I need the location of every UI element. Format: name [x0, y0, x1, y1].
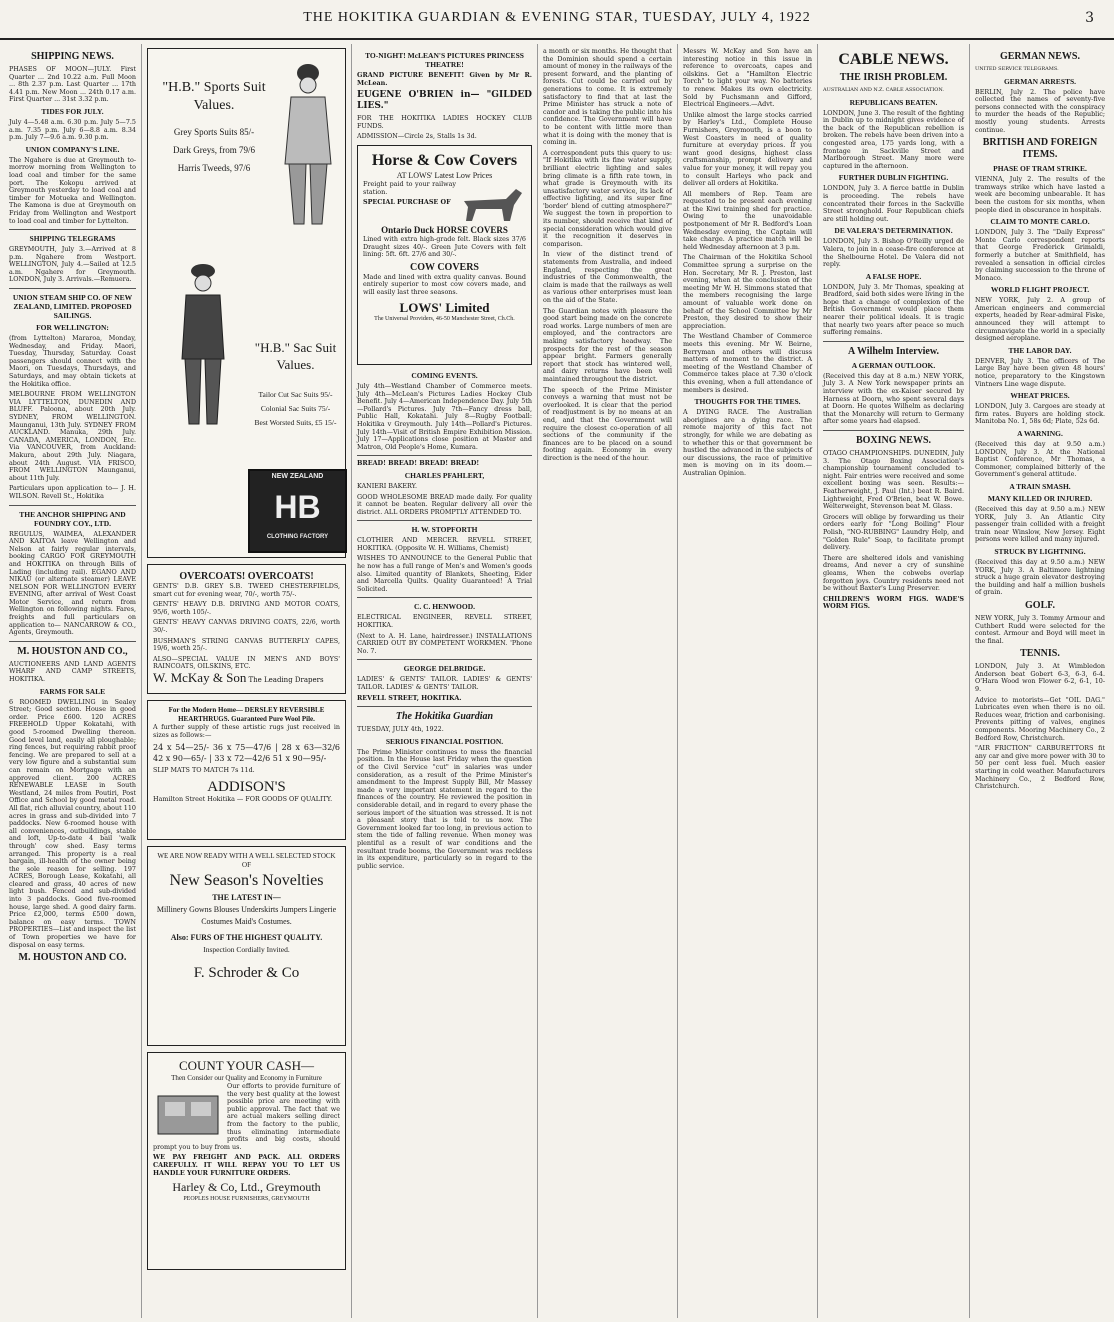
tennis-text: LONDON, July 3. At Wimbledon Anderson beat Gobert 6-3, 6-3, 6-4. O'Hara Wood won Flower 6-2, 6-1, 10-9.: [975, 662, 1105, 694]
cash-footer: WE PAY FREIGHT AND PACK. ALL ORDERS CAREFULLY. IT WILL REPAY YOU TO LET US HANDLE YOUR FURNITURE ORDERS.: [153, 1153, 340, 1177]
novelties-items: Millinery Gowns Blouses Underskirts Jumpers Lingerie Costumes Maid's Costumes.: [156, 905, 337, 926]
overcoat-item-4: BUSHMAN'S STRING CANVAS BUTTERFLY CAPES, 19/6, worth 25/-.: [153, 636, 340, 653]
overcoats-heading: OVERCOATS! OVERCOATS!: [179, 571, 314, 582]
arrests-text: BERLIN, July 2. The police have collected the names of seventy-five persons connected with the conspiracy to murder the heads of the Republic; mostly young students. Arrests continue.: [975, 87, 1105, 134]
irish-heading: THE IRISH PROBLEM.: [839, 72, 948, 83]
horse-prices: Lined with extra high-grade felt. Black sizes 37/6 Draught sizes 40/-. Green Jute Covers with felt lining: 5ft. 6ft. 27/6 and 30/-.: [363, 234, 526, 259]
german-news-heading: GERMAN NEWS.: [999, 51, 1080, 62]
republicans-heading: REPUBLICANS BEATEN.: [849, 97, 938, 107]
addison-mats: SLIP MATS TO MATCH 7s 11d.: [153, 766, 255, 775]
lows-sub: The Universal Providers, 46-50 Manchester Street, Ch.Ch.: [374, 315, 515, 322]
uss-subheading: FOR WELLINGTON:: [36, 323, 109, 333]
harley-name: Harley & Co, Ltd., Greymouth: [172, 1180, 321, 1195]
dublin-heading: FURTHER DUBLIN FIGHTING.: [838, 173, 949, 183]
local2-para-1: Messrs W. McKay and Son have an interesting notice in this issue in reference to overcoats, capes and oilskins. Get a "Hamilton Electric Torch" to light your way. No batteries to renew. Makes its own electricity. Sold by Fuchsmann and Gifford, Electrical Engineers.—Advt.: [683, 47, 812, 109]
british-foreign-heading: BRITISH AND FOREIGN ITEMS.: [982, 137, 1098, 161]
grocers-notice: Grocers will oblige by forwarding us their orders early for "Long Boiling" Flour Polish, "NO-RUBBING" Laundry Help, and "Golden Rule" Soap, to facilitate prompt delivery.: [823, 512, 964, 552]
overcoat-item-5: ALSO—SPECIAL VALUE IN MEN'S AND BOYS' RAINCOATS, OILSKINS, ETC.: [153, 654, 340, 671]
union-heading: UNION COMPANY'S LINE.: [25, 144, 120, 154]
wheat-heading: WHEAT PRICES.: [1010, 391, 1070, 401]
republicans-text: LONDON, June 3. The result of the fighting in Dublin up to midnight gives evidence of the back of the Republican rebellion is broken. The rebels have been driven into a congested area, 175 yards long, with a frontage in Sackville Street and Marlborough Street. Many more were captured in the afternoon.: [823, 108, 964, 170]
hb-colonial: Colonial Sac Suits 75/-: [260, 404, 331, 413]
furniture-illustration: [153, 1086, 223, 1141]
henwood-sub: ELECTRICAL ENGINEER, REVELL STREET, HOKITIKA.: [357, 613, 532, 630]
column-ads: [142, 44, 352, 1318]
page-number: 3: [1085, 10, 1094, 26]
admission: ADMISSION—Circle 2s, Stalls 1s 3d.: [357, 132, 477, 141]
hb-dark: Dark Greys, from 79/6: [173, 145, 255, 155]
addison-heading: For the Modern Home— DERSLEY REVERSIBLE HEARTHRUGS. Guaranteed Pure Wool Pile.: [168, 706, 325, 723]
horse-illustration: [456, 181, 526, 225]
overcoat-item-2: GENTS' HEAVY D.B. DRIVING AND MOTOR COATS, 95/6, worth 105/-.: [153, 600, 340, 616]
horse-ontario: Ontario Duck HORSE COVERS: [381, 224, 508, 235]
editorial-heading: SERIOUS FINANCIAL POSITION.: [385, 736, 504, 746]
novelties-ad: [147, 846, 346, 1046]
wheat-text: LONDON, July 3. Cargoes are steady at firm rates. Buyers are holding stock. Manitoba No. 1, 58s 6d; Plate, 52s 6d.: [975, 402, 1105, 426]
delbridge-address: REVELL STREET, HOKITIKA.: [357, 693, 462, 702]
hb-grey: Grey Sports Suits 85/-: [173, 127, 255, 137]
harley-ad: [147, 1052, 346, 1270]
editorial-text: The Prime Minister continues to mess the financial position. In the House last Friday when the question of the Civil Service "cut" in salaries was under consideration, as a result of the Prime Minister's amendment to the Imprest Supply Bill, Mr Massey made a very important statement in regard to the finances of the country. He reviewed the position in considerable detail, and in regard to every phase the serious import of the situation was stressed. It is not a pleasant story that is told to us now. The Government looked far too long, in previous action to stem the tide of falling revenue. When money was plentiful as a result of war conditions and the resultant trade booms, the Government was reckless in its expenditure, particularly so in regard to the public service.: [357, 747, 532, 870]
horse-title: Horse & Cow Covers: [371, 151, 518, 169]
worm-figs-notice: CHILDREN'S WORM FIGS. WADE'S WORM FIGS.: [823, 594, 964, 611]
cable-news-heading: CABLE NEWS.: [838, 51, 949, 68]
novelties-latest: THE LATEST IN—: [212, 893, 281, 902]
houston-sub: AUCTIONEERS AND LAND AGENTS WHARF AND CAMP STREETS, HOKITIKA.: [9, 659, 136, 684]
column-shipping: [4, 44, 142, 1318]
warning-heading: A WARNING.: [1017, 429, 1063, 438]
golf-text: NEW YORK, July 3. Tommy Armour and Cuthbert Rudd were selected for the contest. Armour and Boyd will meet in the final.: [975, 613, 1105, 645]
column-german-news: [970, 44, 1110, 1318]
valera-text: LONDON, July 3. Bishop O'Reilly urged de Valera, to join in a cease-fire conference at the Shelbourne Hotel. De Valera did not reply.: [823, 237, 964, 269]
cow-title: COW COVERS: [410, 261, 479, 273]
addison-ad: [147, 700, 346, 840]
tonight-banner: TO-NIGHT! McLEAN'S PICTURES PRINCESS THEATRE!: [365, 51, 524, 69]
hb-logo-letters: HB: [274, 489, 321, 525]
hb-suits-ad: [147, 48, 346, 558]
henwood-heading: C. C. HENWOOD.: [413, 602, 476, 612]
local-para-4: The Guardian notes with pleasure the good start being made on the concrete road works. Large numbers of men are employed, and the contractors are making satisfactory headway. The prospects for the rest of the season appear bright. Farmers generally report that stock has wintered well, and dairy returns have been well maintained throughout the district.: [543, 306, 672, 383]
thoughts-heading: THOUGHTS FOR THE TIMES.: [694, 397, 801, 407]
train-smash-sub: MANY KILLED OR INJURED.: [987, 493, 1093, 503]
local2-para-4: The Chairman of the Hokitika School Committee sprung a surprise on the Hon. Secretary, Mr R. J. Preston, last evening, when at the conclusion of the meeting Mr W. H. Simmons stated that the members recognising the large amount of valuable work done on behalf of the School Committee by Mr Preston, they desired to show their appreciation.: [683, 253, 812, 330]
local-para-3: In view of the distinct trend of statements from Australia, and indeed England, respecting the great industries of the Commonwealth, the claim is made that the railways as well as various other enterprises must lean on the aid of the State.: [543, 250, 672, 304]
stopforth-body: WISHES TO ANNOUNCE to the General Public that he now has a full range of Men's and Women's goods also. Limited quantity of Blankets, Sheeting, Eider and Marcella Quilts. Quality Guaranteed! A Trial Solicited.: [357, 554, 532, 593]
hb-logo-bottom: CLOTHING FACTORY: [266, 534, 329, 540]
wilhelm-heading: A Wilhelm Interview.: [847, 345, 940, 357]
houston-footer: M. HOUSTON AND CO.: [18, 952, 127, 964]
tram-strike-text: VIENNA, July 2. The results of the tramways strike which have lasted a week are becoming unbearable. It has been the custom for six months, when people died in obscurance in hospitals.: [975, 175, 1105, 214]
column-local-2: [678, 44, 818, 1318]
moon-phases: PHASES OF MOON—JULY. First Quarter ... 2nd 10.22 a.m. Full Moon ... 8th 2.37 p.m. Last Quarter ... 17th 4.41 p.m. New Moon ... 24th 0.17 a.m. First Quarter ... 31st 3.32 p.m.: [9, 65, 136, 104]
monte-carlo-text: LONDON, July 3. The "Daily Express" Monte Carlo correspondent reports that George Frederick Grimaldi, formerly a butcher at Smithfield, has revealed a sensation in official circles by claiming succession to the throne of Monaco.: [975, 228, 1105, 282]
telegrams-text: GREYMOUTH, July 3.—Arrived at 8 p.m. Ngahere from Westport. WELLINGTON, July 4.—Sailed at 12.5 a.m. Ngahere for Greymouth. LONDON, July 3. Arrivals.—Remuera.: [9, 245, 136, 284]
novelties-lead: WE ARE NOW READY WITH A WELL SELECTED STOCK OF: [157, 852, 336, 869]
train-smash-heading: A TRAIN SMASH.: [1009, 481, 1071, 491]
train-smash-text: (Received this day at 9.50 a.m.) NEW YORK, July 3. An Atlantic City passenger train collided with a freight train near Winslow, New Jersey. Eight persons were killed and many injured.: [975, 504, 1105, 544]
boxing-text: OTAGO CHAMPIONSHIPS. DUNEDIN, July 3. The Otago Boxing Association's championship tournament concluded to-night. Fair entries were received and some excellent boxing was seen. Results:— Featherweight, J. Paul (Int.) beat R. Baird. Lightweight, Fred O'Brien, beat W. Bowe. Welterweight, Stevenson beat M. Glass.: [823, 449, 964, 511]
novelties-title: New Season's Novelties: [169, 872, 324, 889]
lows-name: LOWS' Limited: [399, 299, 490, 315]
labor-day-text: DENVER, July 3. The officers of The Large Bay have been given 48 hours' notice, preparatory to the Kingstown Vintners Line wage dispute.: [975, 356, 1105, 388]
wilhelm-text: (Received this day at 8 a.m.) NEW YORK, July 3. A New York newspaper prints an interview with the ex-Kaiser secured by Harness at Doorn, who spent several days at Doorn. He quotes Wilhelm as declaring that the Monarchy will return to Germany after some years had elapsed.: [823, 371, 964, 426]
newspaper-title: THE HOKITIKA GUARDIAN & EVENING STAR, TUESDAY, JULY 4, 1922: [303, 10, 811, 25]
hb-logo-top: NEW ZEALAND: [271, 473, 324, 480]
pfahlert-sub: KANIERI BAKERY.: [357, 481, 418, 490]
overcoat-item-1: GENTS' D.B. GREY S.B. TWEED CHESTERFIELDS, smart cut for evening wear, 70/-, worth 75/-.: [153, 582, 340, 598]
arrests-heading: GERMAN ARRESTS.: [1003, 76, 1077, 86]
uss-text: (from Lyttelton) Mararoa, Monday, Wednesday, and Friday. Maori, Tuesday, Thursday, Saturday. Coast passengers should connect with the Maori, on Tuesdays, Thursdays, and Saturdays, and may obtain tickets at the Hokitika office.: [9, 334, 136, 388]
delbridge-sub: LADIES' & GENTS' TAILOR. LADIES' & GENTS' TAILOR. LADIES' & GENTS' TAILOR.: [357, 675, 532, 691]
tides-heading: TIDES FOR JULY.: [41, 106, 104, 116]
tram-strike-heading: PHASE OF TRAM STRIKE.: [993, 164, 1087, 174]
mckay-sub: The Leading Drapers: [248, 675, 324, 684]
boxing-heading: BOXING NEWS.: [855, 435, 931, 446]
guardian-date: TUESDAY, JULY 4th, 1922.: [357, 725, 444, 734]
stopforth-sub: CLOTHIER AND MERCER. REVELL STREET, HOKITIKA. (Opposite W. H. Williams, Chemist): [357, 536, 532, 552]
horse-at: AT LOWS' Latest Low Prices: [396, 170, 493, 180]
lightning-text: (Received this day at 9.50 a.m.) NEW YORK, July 3. A Baltimore lightning struck a huge grain elevator destroying the building and half a million bushels of grain.: [975, 557, 1105, 597]
local-para-2: A correspondent puts this query to us: "If Hokitika with its fine water supply, brilliant electric lighting and sales bring climate is a fifth rate town, in what grade is Greymouth with its unsatisfactory water service, its lack of effective lighting, and its super fine 'border' blend of cutting atmosphere?" We suggest the town in proportion to its number, should receive that kind of special consideration which would give it the recognition it deserves in comparison.: [543, 148, 672, 248]
cash-side: Then Consider our Quality and Economy in Furniture: [171, 1074, 322, 1082]
harley-sub: PEOPLES HOUSE FURNISHERS, GREYMOUTH: [183, 1196, 310, 1203]
benefit-note: FOR THE HOKITIKA LADIES HOCKEY CLUB FUNDS.: [357, 114, 532, 130]
mckay-name: W. McKay & Son: [153, 669, 247, 685]
horse-covers-ad: [357, 145, 532, 365]
stopforth-heading: H. W. STOPFORTH: [411, 525, 478, 535]
farms-text: 6 ROOMED DWELLING in Sealey Street; Good section. House in good order. Price £600. 120 ACRES FREEHOLD Upper Kokatahi, with good 5-roomed Dwelling thereon. Good level land, easily all ploughable; ring fences, but requiring rabbit proof fencing. We are prepared to sell at a very low figure and a substantial sum can remain on Mortgage with an approved client. 200 ACRES RENEWABLE LEASE in South Westland, 24 miles from Poutiri, Post Office and School by good metal road. All flat, rich alluvial country, about 110 acres in grass and sub-divided into 7 paddocks. New 6-roomed house with all conveniences, outbuildings, stable and loft, Up-to-date 4 bail 'walk through' cow shed. Easy terms arranged. This property is a real bargain, ill-health of the owner being the sole reason for selling. 197 ACRES, Borough Lease, Kokatahi, all cleared and grass, 40 acres of new light bush. Fenced and sub-divided into 3 paddocks. Good five-roomed house, large shed. A good dairy farm. Price £2,000, terms £500 down, balance on easy terms. TOWN PROPERTIES—List and inspect the list of Town properties we have for disposal on easy terms.: [9, 697, 136, 949]
column-cable-news: [818, 44, 970, 1318]
local-para-5: The speech of the Prime Minister conveys a warning that must not be overlooked. It is clear that the period of readjustment is by no means at an end, and that the Government will require the closest co-operation of all sections of the community if the finances are to be placed on a sound footing again. Economy in every direction is the need of the hour.: [543, 385, 672, 462]
cash-title: COUNT YOUR CASH—: [178, 1058, 315, 1073]
man-figure-illustration: [273, 59, 343, 229]
false-hope-text: LONDON, July 3. Mr Thomas, speaking at Bradford, said both sides were living in the hope that a change of complexion of the British Government would place them nearer their political ideals. It is tragic that nearly two years after peace so much suffering remains.: [823, 282, 964, 337]
anchor-text: REGULUS, WAIMEA, ALEXANDER AND KAITOA leave Wellington and Nelson at fairly regular intervals, booking CARGO FOR GREYMOUTH and HOKITIKA on through Bills of Lading (including rail). EGANO AND NIKAU (or alternate steamer) LEAVE NELSON FOR WELLINGTON EVERY EVENING, after arrival of West Coast Motor Service, and return from Wellington on following nights. Fares, freights and full particulars on application to— NANCARROW & CO., Agents, Greymouth.: [9, 529, 136, 637]
man-figure-sac-illustration: [168, 259, 238, 429]
hb-sac-title: "H.B." Sac Suit Values.: [254, 340, 337, 372]
german-association: UNITED SERVICE TELEGRAMS.: [975, 66, 1059, 72]
cable-association: AUSTRALIAN AND N.Z. CABLE ASSOCIATION.: [823, 87, 944, 93]
coming-events: July 4th—Westland Chamber of Commerce meets. July 4th—McLean's Pictures Ladies Hockey Club Benefit. July 4—American Independence Day. July 5th—Pollard's Pictures. July 7th—Fancy dress ball, Public Hall, Kokatahi. July 8—Rugby Football: Hokitika v Greymouth. July 14th—Pollard's Pictures. July 14th—Visit of British Empire Exhibition Mission. July 17—Applications close position at Master and Matron, Old People's Home, Kumara.: [357, 381, 532, 451]
houston-heading: M. HOUSTON AND CO.,: [17, 645, 128, 657]
lightning-heading: STRUCK BY LIGHTNING.: [994, 546, 1086, 556]
oildag-advert: Advice to motorists—Get "OIL DAG." Lubricates even when there is no oil. Reduces wear, friction and carbonising. Prevents pitting of valves, engines components. Mooring Machinery Co., 2 Bedford Row, Christchurch.: [975, 695, 1105, 742]
schroder-name: F. Schroder & Co: [193, 965, 300, 981]
guardian-nameplate: The Hokitika Guardian: [395, 711, 494, 723]
hb-harris: Harris Tweeds, 97/6: [177, 163, 251, 173]
gilded-lies: EUGENE O'BRIEN in— "GILDED LIES.": [357, 90, 532, 112]
telegrams-heading: SHIPPING TELEGRAMS: [29, 234, 116, 244]
uss-agent: Particulars upon application to— J. H. WILSON. Revell St., Hokitika: [9, 484, 136, 500]
uss-routes: MELBOURNE FROM WELLINGTON VIA LYTTELTON, DUNEDIN AND BLUFF. Paloona, about 20th July. SYDNEY, FROM WELLINGTON. Maunganui, 13th July. SYDNEY FROM AUCKLAND. Manuka, 29th July. CANADA, AMERICA, LONDON, Etc. Via VANCOUVER, from Auckland: Makura, about 29th July. Niagara, about 24th August. VIA FRISCO, FROM WELLINGTON Maunganui, about 11th July.: [9, 390, 136, 482]
local2-para-2: Unlike almost the large stocks carried by Harley's Ltd., Complete House Furnishers, Greymouth, is a boon to West Coasters in need of quality furniture at everyday prices. If you want good designs, highest class craftsmanship, prompt delivery and value for your money, it will repay you to consult Harleys who pack and deliver all orders at Hokitika.: [683, 110, 812, 188]
hb-logo: [248, 469, 347, 553]
golf-heading: GOLF.: [1025, 599, 1055, 611]
tennis-heading: TENNIS.: [1020, 648, 1060, 660]
thoughts-text: A DYING RACE. The Australian aborigines are a dying race. The remote majority of this fact not strongly, for while we are debating as to whether this or that government be hustled the advanced in the subjects of our discussions, the race of primitive men is moving on in its doom.—Australian Opinion.: [683, 408, 812, 477]
masthead: [0, 0, 1114, 40]
local-para-1: a month or six months. He thought that the Dominion should spend a certain amount of money in the railways of the present forward, and the planting of forests. Cut could be carried out by generations to come. It is extremely satisfactory to find that at last the Prime Minister has struck a note of candor and is taking the public into his confidence. The Government will have to be content with little more than what it is doing with the money that is coming in.: [543, 47, 672, 147]
uss-heading: UNION STEAM SHIP CO. OF NEW ZEALAND, LIMITED. PROPOSED SAILINGS.: [12, 293, 133, 321]
valera-heading: DE VALERA'S DETERMINATION.: [834, 226, 953, 236]
union-text: The Ngahere is due at Greymouth to-morrow morning from Wellington to load coal and timber for the same port. The Kokopu arrived at Greymouth yesterday to load coal and timber for Motueka and Wellington. The Kamona is due at Greymouth on Friday from Wellington and Westport to load coal and timber for Lyttelton.: [9, 155, 136, 225]
tides: July 4—5.48 a.m. 6.30 p.m. July 5—7.5 a.m. 7.35 p.m. July 6—8.8 a.m. 8.34 p.m. July 7—9.6 a.m. 9.30 p.m.: [9, 117, 136, 142]
grand-benefit: GRAND PICTURE BENEFIT! Given by Mr R. McLean.: [357, 71, 532, 87]
local2-para-5: The Westland Chamber of Commerce meets this evening. Mr W. Beirne, Berryman and others will discuss matters of moment to the district. A meeting of the Westland Chamber of Commerce takes place at 7.30 o'clock this evening, when a full attendance of members is desired.: [683, 332, 812, 394]
wilhelm-sub: A GERMAN OUTLOOK.: [851, 360, 936, 370]
cash-body: Our efforts to provide furniture of the very best quality at the lowest possible price are meeting with public approval. The fact that we are actual makers selling direct from the factory to the public, thus eliminating intermediate profits and big costs, should prompt you to buy from us.: [153, 1082, 340, 1151]
henwood-body: (Next to A. H. Lane, hairdresser.) INSTALLATIONS CARRIED OUT BY COMPETENT WORKMEN. 'Phone No. 7.: [357, 631, 532, 655]
hb-worsted: Best Worsted Suits, £5 15/-: [254, 418, 337, 427]
novelties-also: Also: FURS OF THE HIGHEST QUALITY.: [170, 933, 323, 942]
monte-carlo-heading: CLAIM TO MONTE CARLO.: [990, 217, 1090, 227]
cow-body: Made and lined with extra quality canvas. Bound entirely superior to most cow covers made, and will easily last three seasons.: [363, 272, 526, 296]
carburettor-advert: "AIR FRICTION" CARBURETTORS fit any car and give more power with 30 to 50 per cent less fuel. Much easier starting in cold weather. Manufacturers Machinery Co., 2 Bedford Row, Christchurch.: [975, 744, 1105, 791]
column-theatre: [352, 44, 538, 1318]
dublin-text: LONDON, July 3. A fierce battle in Dublin is proceeding. The rebels have concentrated their forces in the Sackville Street stronghold. Four Republican chiefs are still holding out.: [823, 184, 964, 223]
labor-day-heading: THE LABOR DAY.: [1008, 345, 1072, 355]
world-flight-heading: WORLD FLIGHT PROJECT.: [990, 285, 1090, 295]
hb-sports-title: "H.B." Sports Suit Values.: [162, 80, 266, 113]
anchor-heading: THE ANCHOR SHIPPING AND FOUNDRY COY., LTD.: [19, 509, 126, 528]
addison-sub: Hamilton Street Hokitika — FOR GOODS OF QUALITY.: [153, 794, 333, 803]
shipping-heading: SHIPPING NEWS.: [31, 51, 114, 62]
overcoats-ad: [147, 564, 346, 694]
local2-para-3: All members of Rep. Team are requested to be present each evening at the Kiwi training shed for practice. Owing to the unavoidable postponement of Mr R. Bedford's Loan Wednesday evening, the Captain will take charge. A practice match will be held Wednesday afternoon at 3 p.m.: [683, 189, 812, 251]
pfahlert-heading: CHARLES PFAHLERT,: [404, 470, 485, 480]
warning-text: (Received this day at 9.50 a.m.) LONDON, July 3. At the National Baptist Conference, Mr Thomas, a Commoner, complained bitterly of the Government's general attitude.: [975, 440, 1105, 479]
hb-tailor: Tailor Cut Sac Suits 95/-: [258, 390, 333, 399]
poem-notice: There are sheltered idols and vanishing dreams, And never a cry of sunshine gleams, When the cobwebs overlap forgotten joys. Country residents need not be without Baxter's Lung Preserver.: [823, 553, 964, 593]
world-flight-text: NEW YORK, July 2. A group of American engineers and commercial experts, headed by Rear-admiral Fiske, announced they will attempt to circumnavigate the world in a specially designed aeroplane.: [975, 296, 1105, 343]
farms-heading: FARMS FOR SALE: [39, 686, 106, 696]
pfahlert-body: GOOD WHOLESOME BREAD made daily. For quality it cannot be beaten. Regular delivery all over the district. ALL ORDERS PROMPTLY ATTENDED TO.: [357, 492, 532, 516]
bread-banner: BREAD! BREAD! BREAD! BREAD!: [357, 459, 480, 468]
delbridge-heading: GEORGE DELBRIDGE.: [403, 664, 486, 674]
addison-name: ADDISON'S: [207, 778, 286, 795]
coming-events-heading: COMING EVENTS.: [411, 370, 478, 380]
column-local-1: [538, 44, 678, 1318]
false-hope-heading: A FALSE HOPE.: [865, 271, 922, 281]
addison-body: A further supply of these artistic rugs just received in sizes as follows:—: [153, 723, 340, 739]
overcoat-item-3: GENTS' HEAVY CANVAS DRIVING COATS, 22/6, worth 30/-.: [153, 618, 340, 634]
addison-sizes: 24 x 54—25/- 36 x 75—47/6 | 28 x 63—32/6 42 x 90—65/- | 33 x 72—42/6 51 x 90—95/-: [153, 743, 340, 764]
horse-freight: Freight paid to your railway station.: [363, 179, 456, 196]
novelties-inspection: Inspection Cordially Invited.: [203, 945, 290, 954]
horse-special: SPECIAL PURCHASE OF: [363, 198, 451, 207]
